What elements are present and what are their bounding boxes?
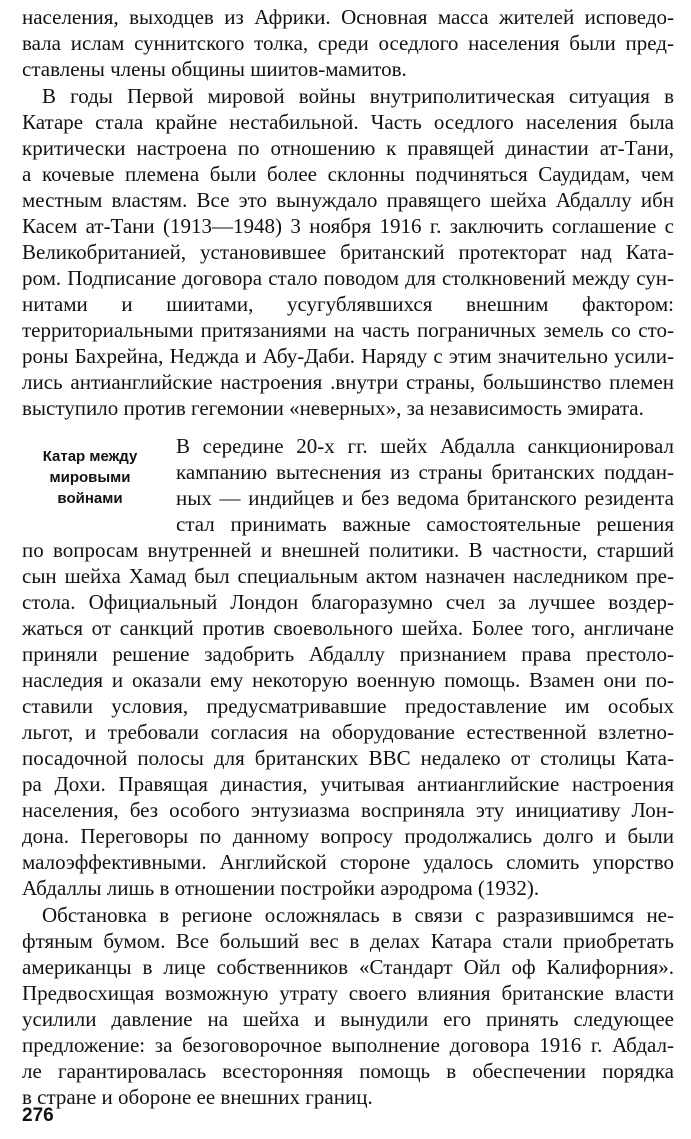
sidebar-heading: [24, 446, 156, 509]
text-line: стола. Официальный Лондон благоразумно счел за лучшее воздер-: [22, 590, 674, 614]
text-line: посадочной полосы для британских ВВС недалеко от столицы Ката-: [22, 746, 674, 770]
text-line: сын шейха Хамад был специальным актом назначен наследником пре-: [22, 564, 674, 588]
sidebar-heading-line: мировыми: [49, 469, 131, 486]
text-line: Катаре стала крайне нестабильной. Часть оседлого населения была: [22, 110, 674, 134]
sidebar-heading-line: Катар между: [42, 448, 138, 465]
text-line: дона. Переговоры по данному вопросу продолжались долго и были: [22, 824, 674, 848]
text-line: В середине 20-х гг. шейх Абдалла санкционировал: [176, 434, 674, 458]
text-line: критически настроена по отношению к правящей династии ат-Тани,: [22, 136, 674, 160]
text-line: вала ислам суннитского толка, среди оседлого населения были пред-: [22, 31, 674, 55]
text-line: В годы Первой мировой войны внутриполитическая ситуация в: [42, 84, 674, 108]
text-line: а кочевые племена были более склонны подчиняться Саудидам, чем: [22, 162, 674, 186]
text-line: кампанию вытеснения из страны британских поддан-: [176, 460, 674, 484]
text-line: Абдаллы лишь в отношении постройки аэродрома (1932).: [22, 876, 540, 900]
text-line: ле гарантировалась всесторонняя помощь в обеспечении порядка: [22, 1059, 674, 1083]
text-line: Касем ат-Тани (1913—1948) 3 ноября 1916 г. заключить соглашение с: [22, 214, 674, 238]
text-line: ных — индийцев и без ведома британского резидента: [176, 486, 674, 510]
text-line: в стране и обороне ее внешних границ.: [22, 1085, 373, 1109]
text-line: фтяным бумом. Все больший вес в делах Катара стали приобретать: [22, 929, 674, 953]
text-line: лись антианглийские настроения .внутри страны, большинство племен: [22, 370, 674, 394]
text-line: ром. Подписание договора стало поводом для столкновений между сун-: [22, 266, 674, 290]
text-line: по вопросам внутренней и внешней политики. В частности, старший: [22, 538, 674, 562]
text-line: Великобританией, установившее британский протекторат над Ката-: [22, 240, 674, 264]
text-line: ставили условия, предусматривавшие предоставление им особых: [22, 694, 674, 718]
text-line: малоэффективными. Английской стороне удалось сломить упорство: [22, 850, 674, 874]
text-line: льгот, и требовали согласия на оборудование естественной взлетно-: [22, 720, 674, 744]
text-line: ставлены члены общины шиитов-мамитов.: [22, 57, 407, 81]
text-line: населения, без особого энтузиазма восприняла эту инициативу Лон-: [22, 798, 674, 822]
text-line: приняли решение задобрить Абдаллу признанием права престоло-: [22, 642, 674, 666]
text-line: нитами и шиитами, усугублявшихся внешним фактором:: [22, 292, 674, 316]
text-line: жаться от санкций против своевольного шейха. Более того, англичане: [22, 616, 674, 640]
text-line: предложение: за безоговорочное выполнение договора 1916 г. Абдал-: [22, 1033, 674, 1057]
text-line: Обстановка в регионе осложнялась в связи с разразившимся не-: [42, 903, 674, 927]
text-line: стал принимать важные самостоятельные решения: [176, 512, 674, 536]
page-number: 276: [22, 1105, 54, 1126]
text-line: территориальными притязаниями на часть пограничных земель со сто-: [22, 318, 674, 342]
text-line: ра Дохи. Правящая династия, учитывая антианглийские настроения: [22, 772, 674, 796]
text-line: усилили давление на шейха и вынудили его принять следующее: [22, 1007, 674, 1031]
text-line: местным властям. Все это вынуждало правящего шейха Абдаллу ибн: [22, 188, 674, 212]
text-line: Предвосхищая возможную утрату своего влияния британские власти: [22, 981, 674, 1005]
text-line: выступило против гегемонии «неверных», за независимость эмирата.: [22, 396, 644, 420]
text-line: американцы в лице собственников «Стандарт Ойл оф Калифорния».: [22, 955, 674, 979]
text-line: населения, выходцев из Африки. Основная масса жителей исповедо-: [22, 5, 674, 29]
sidebar-heading-line: войнами: [57, 490, 123, 507]
text-line: роны Бахрейна, Неджда и Абу-Даби. Наряду с этим значительно усили-: [22, 344, 674, 368]
text-line: наследия и оказали ему некоторую военную помощь. Взамен они по-: [22, 668, 674, 692]
